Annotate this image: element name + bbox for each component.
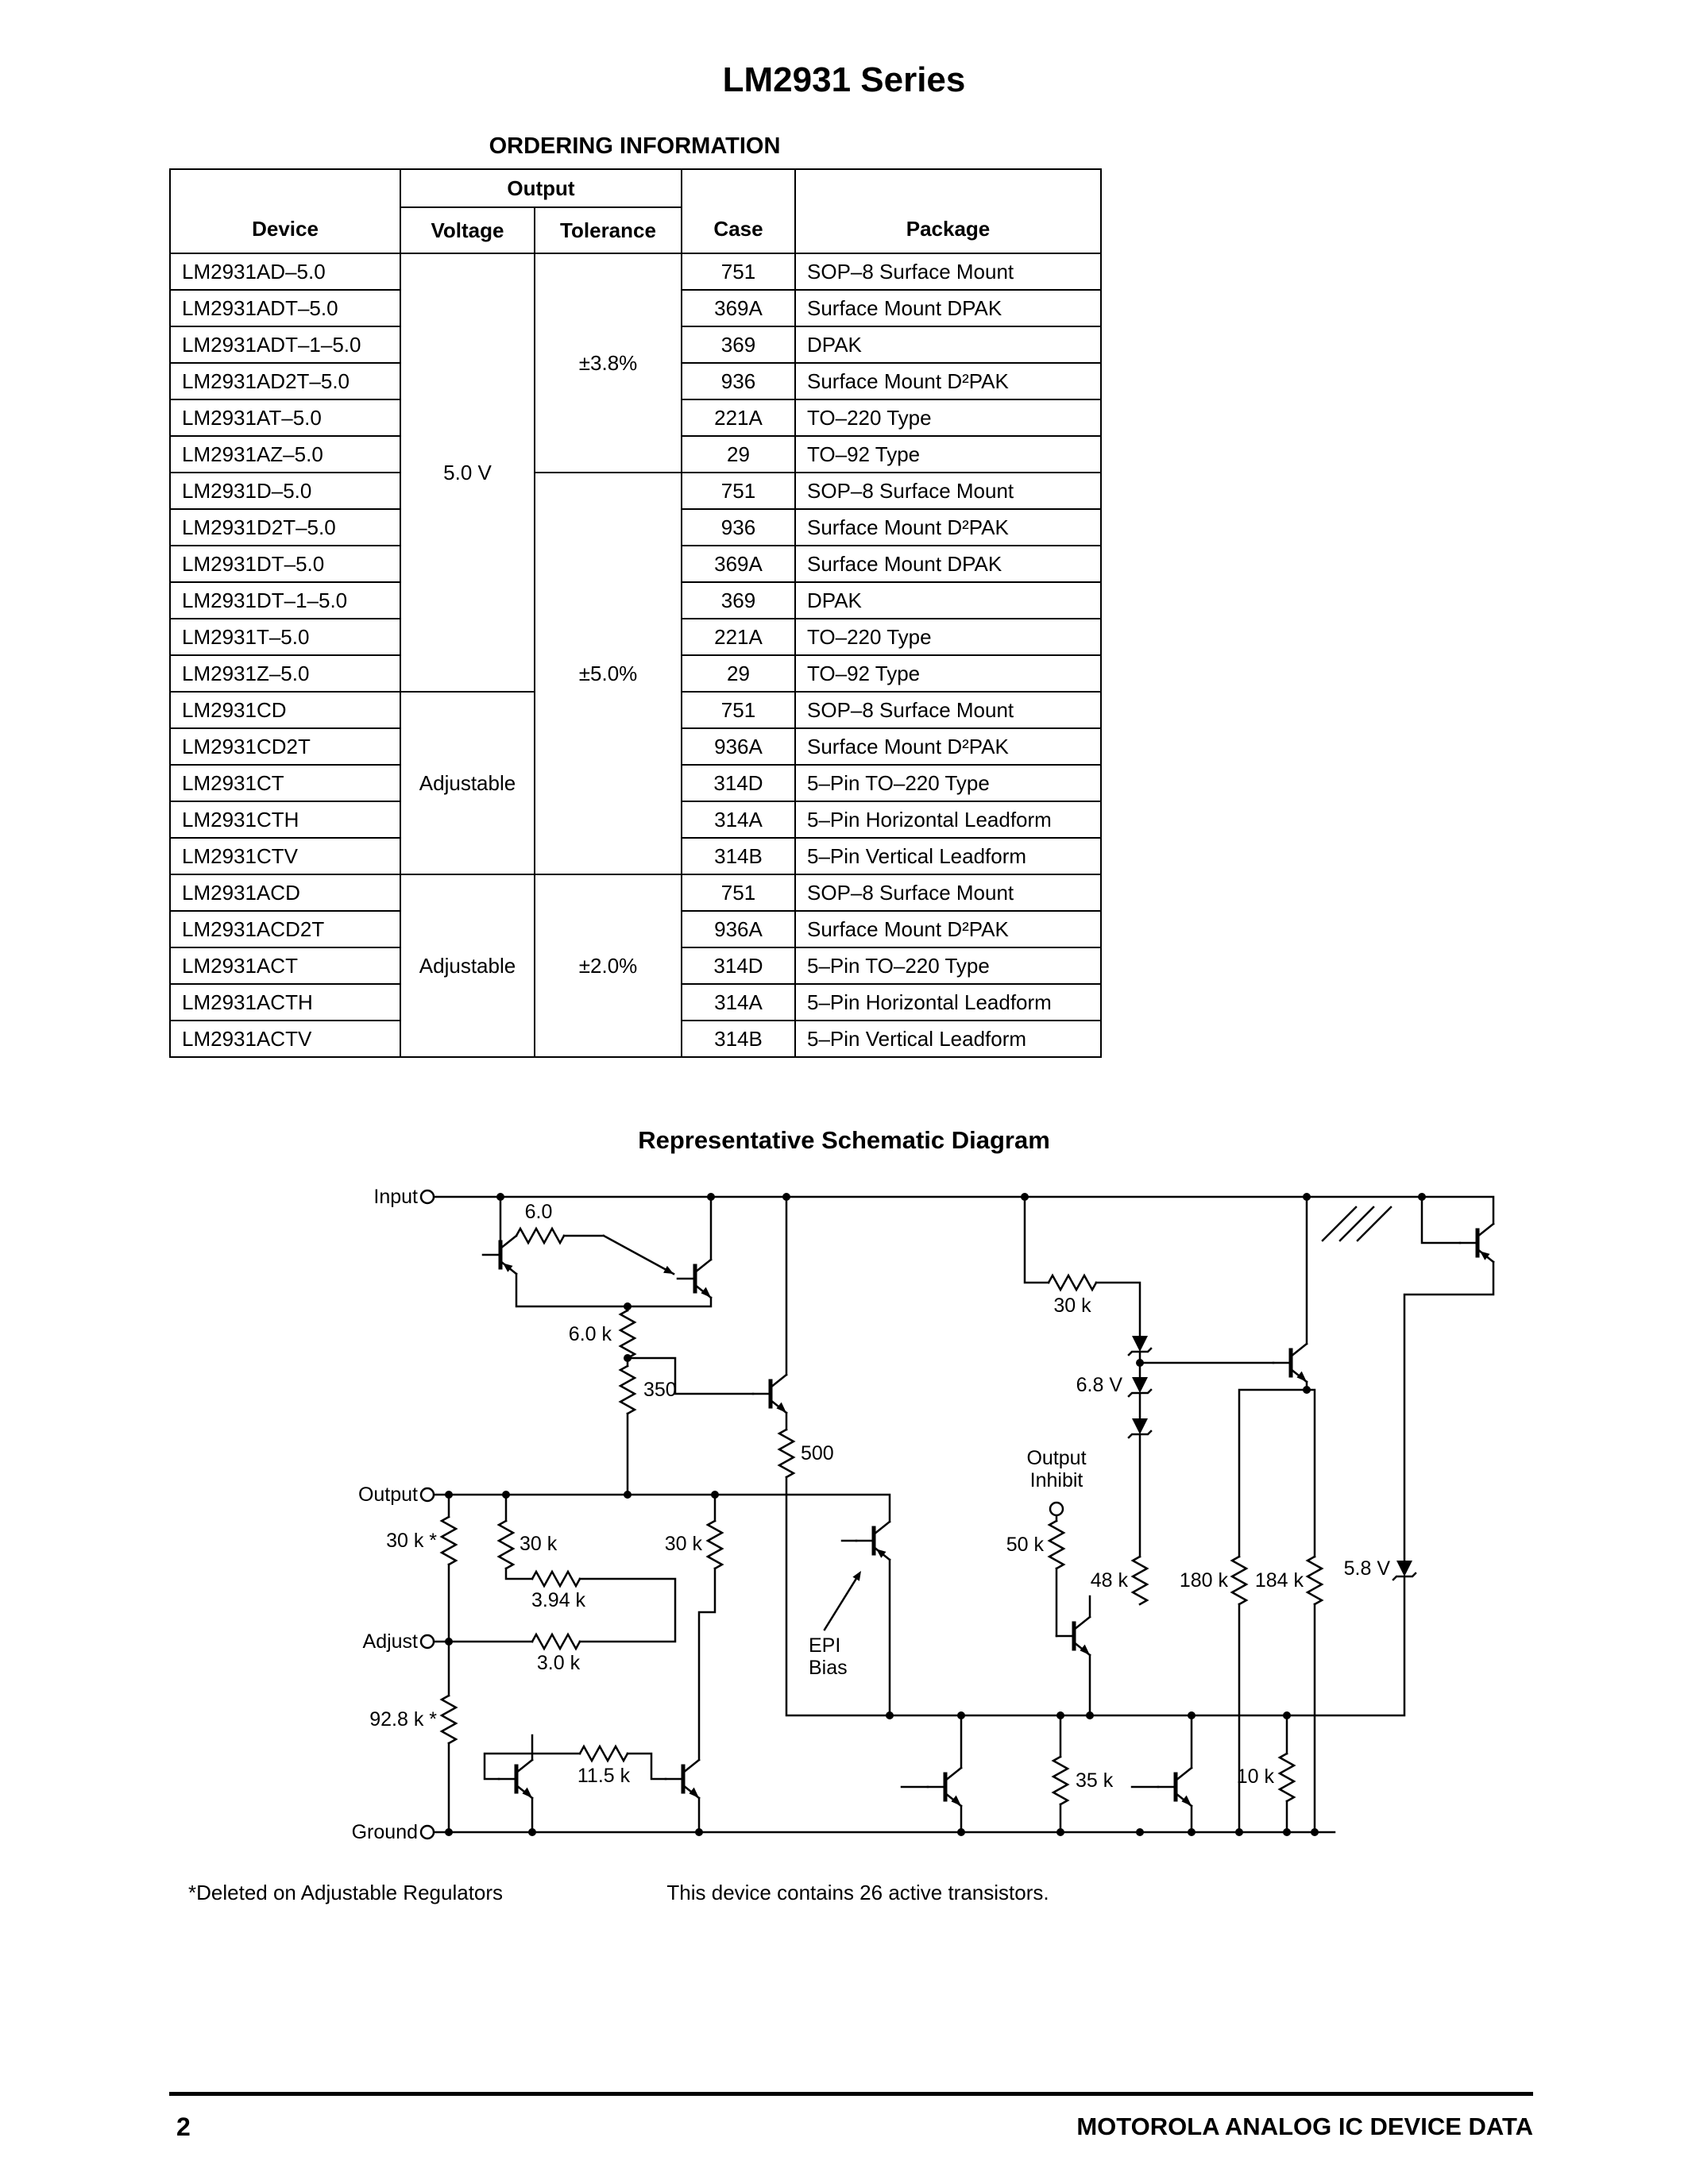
case-cell: 936 [682,509,795,546]
case-cell: 936 [682,363,795,399]
device-cell: LM2931AD2T–5.0 [170,363,400,399]
case-cell: 29 [682,436,795,473]
package-cell: TO–92 Type [795,655,1101,692]
case-cell: 314B [682,1021,795,1057]
junction-dots [445,1193,1426,1836]
transistor-right-npn [1273,1344,1307,1382]
footer-page-number: 2 [176,2113,191,2141]
zener-5-8v-label: 5.8 V [1343,1557,1390,1580]
zener-6-8v-2 [1129,1377,1151,1396]
device-cell: LM2931ACD2T [170,911,400,947]
resistor-35k-label: 35 k [1076,1769,1114,1792]
device-cell: LM2931ACTV [170,1021,400,1057]
resistor-6-0k [620,1310,635,1358]
footer-brand-text: MOTOROLA ANALOG IC DEVICE DATA [1076,2113,1533,2140]
device-cell: LM2931AT–5.0 [170,399,400,436]
package-cell: TO–220 Type [795,399,1101,436]
column-header-output: Output [400,169,682,207]
package-cell: Surface Mount DPAK [795,546,1101,582]
resistor-10k [1280,1754,1294,1801]
package-cell: SOP–8 Surface Mount [795,253,1101,290]
transistor-bottom-left-2 [666,1760,699,1798]
input-label: Input [373,1186,418,1208]
resistor-500 [779,1430,794,1477]
resistor-180k-label: 180 k [1179,1569,1228,1592]
resistor-3-94k-label: 3.94 k [531,1589,586,1611]
package-cell: 5–Pin Horizontal Leadform [795,984,1101,1021]
device-cell: LM2931CTH [170,801,400,838]
device-cell: LM2931CTV [170,838,400,874]
package-cell: SOP–8 Surface Mount [795,473,1101,509]
transistor-pass-pnp [1460,1224,1493,1262]
resistor-500-label: 500 [801,1442,834,1464]
table-row [170,874,1101,911]
case-cell: 369 [682,326,795,363]
ground-label: Ground [351,1821,418,1843]
transistor-inhibit-npn [1056,1617,1090,1655]
column-header-voltage: Voltage [400,207,535,253]
transistor-input-pnp [483,1236,516,1274]
package-cell: Surface Mount D²PAK [795,509,1101,546]
transistor-mid-npn [753,1375,786,1413]
resistor-30k-star-label: 30 k * [386,1530,437,1552]
resistor-35k [1053,1757,1068,1804]
package-cell: Surface Mount D²PAK [795,728,1101,765]
resistor-3-94k [532,1572,580,1586]
case-cell: 369A [682,290,795,326]
device-cell: LM2931AD–5.0 [170,253,400,290]
tolerance-span-2-0: ±2.0% [535,874,682,1057]
case-cell: 751 [682,473,795,509]
case-cell: 314A [682,801,795,838]
epi-bias-label-1: EPI [809,1634,841,1657]
resistor-30k-a-label: 30 k [520,1533,558,1555]
resistor-30k-star [442,1517,456,1565]
case-cell: 221A [682,399,795,436]
resistor-30k-a [499,1521,513,1569]
resistor-184k [1308,1557,1322,1604]
device-cell: LM2931CD [170,692,400,728]
case-cell: 751 [682,874,795,911]
resistor-30k-top [1049,1275,1096,1290]
device-cell: LM2931D–5.0 [170,473,400,509]
package-cell: 5–Pin TO–220 Type [795,947,1101,984]
device-cell: LM2931ADT–1–5.0 [170,326,400,363]
zener-6-8v-3 [1129,1418,1151,1437]
table-row [170,253,1101,290]
column-header-device: Device [170,169,400,253]
package-cell: DPAK [795,326,1101,363]
output-inhibit-label-2: Inhibit [1029,1469,1083,1491]
transistor-bottom-left-1 [499,1760,532,1798]
case-cell: 369A [682,546,795,582]
resistor-11-5k [580,1746,628,1761]
schematic-heading: Representative Schematic Diagram [638,1126,1050,1154]
adjust-label: Adjust [362,1630,418,1653]
device-cell: LM2931CT [170,765,400,801]
device-cell: LM2931ADT–5.0 [170,290,400,326]
device-cell: LM2931DT–1–5.0 [170,582,400,619]
resistor-6-0-label: 6.0 [524,1201,553,1223]
device-cell: LM2931ACTH [170,984,400,1021]
package-cell: 5–Pin Vertical Leadform [795,838,1101,874]
resistor-11-5k-label: 11.5 k [577,1765,631,1787]
voltage-span-adjustable-c: Adjustable [400,692,535,874]
package-cell: Surface Mount DPAK [795,290,1101,326]
transistor-count-note: This device contains 26 active transistors. [666,1881,1049,1904]
epi-bias-label-2: Bias [809,1657,848,1679]
resistor-92-8k-star [442,1696,456,1743]
transistors [483,1224,1493,1806]
package-cell: TO–220 Type [795,619,1101,655]
output-terminal [421,1488,434,1501]
resistor-92-8k-star-label: 92.8 k * [369,1708,437,1731]
zener-6-8v-label: 6.8 V [1076,1374,1122,1396]
column-header-tolerance: Tolerance [535,207,682,253]
ordering-information-heading: ORDERING INFORMATION [489,133,781,159]
device-cell: LM2931ACT [170,947,400,984]
case-cell: 936A [682,728,795,765]
output-label: Output [357,1484,418,1506]
table-row [170,473,1101,509]
device-cell: LM2931AZ–5.0 [170,436,400,473]
transistor-bias-npn [678,1260,711,1298]
package-cell: SOP–8 Surface Mount [795,692,1101,728]
package-cell: 5–Pin Vertical Leadform [795,1021,1101,1057]
resistor-350-label: 350 [643,1379,677,1401]
device-cell: LM2931DT–5.0 [170,546,400,582]
case-cell: 221A [682,619,795,655]
ground-terminal [421,1826,434,1839]
footer-rule [169,2092,1533,2096]
resistor-30k-b-label: 30 k [664,1533,702,1555]
package-cell: SOP–8 Surface Mount [795,874,1101,911]
device-cell: LM2931Z–5.0 [170,655,400,692]
schematic-footnote: *Deleted on Adjustable Regulators [188,1881,504,1904]
tolerance-span-3-8: ±3.8% [535,253,682,473]
zener-diodes [1129,1336,1416,1580]
transistor-bottom-right [1158,1768,1192,1806]
package-cell: 5–Pin TO–220 Type [795,765,1101,801]
schematic-wires [434,1197,1493,1832]
device-cell: LM2931T–5.0 [170,619,400,655]
case-cell: 936A [682,911,795,947]
output-inhibit-label-1: Output [1026,1447,1087,1469]
output-inhibit-terminal [1050,1503,1063,1515]
transistor-epi-pnp [856,1522,890,1560]
device-cell: LM2931D2T–5.0 [170,509,400,546]
transistor-bottom-mid [928,1768,961,1806]
voltage-span-5v: 5.0 V [400,253,535,692]
package-cell: TO–92 Type [795,436,1101,473]
schematic-diagram [334,1167,1525,1866]
voltage-span-adjustable-ac: Adjustable [400,874,535,1057]
resistor-10k-label: 10 k [1236,1765,1274,1788]
resistor-6-0 [516,1229,564,1243]
zener-5-8v [1393,1561,1416,1580]
resistor-184k-label: 184 k [1254,1569,1304,1592]
case-cell: 751 [682,692,795,728]
case-cell: 369 [682,582,795,619]
device-cell: LM2931ACD [170,874,400,911]
resistor-3-0k [532,1634,580,1649]
case-cell: 751 [682,253,795,290]
column-header-package: Package [795,169,1101,253]
page-title: LM2931 Series [722,60,966,99]
device-cell: LM2931CD2T [170,728,400,765]
package-cell: Surface Mount D²PAK [795,911,1101,947]
resistor-48k-label: 48 k [1090,1569,1128,1592]
package-cell: 5–Pin Horizontal Leadform [795,801,1101,838]
case-cell: 29 [682,655,795,692]
tolerance-span-5-0: ±5.0% [535,473,682,874]
resistor-30k-b [708,1521,722,1569]
resistor-6-0k-label: 6.0 k [568,1323,612,1345]
package-cell: DPAK [795,582,1101,619]
adjust-terminal [421,1635,434,1648]
resistor-30k-top-label: 30 k [1053,1295,1091,1317]
zener-6-8v-1 [1129,1336,1151,1355]
resistor-180k [1232,1557,1246,1604]
case-cell: 314A [682,984,795,1021]
resistor-350 [620,1366,635,1414]
resistor-3-0k-label: 3.0 k [536,1652,581,1674]
case-cell: 314D [682,765,795,801]
resistor-50k-label: 50 k [1006,1534,1044,1556]
ordering-information-table [169,168,1102,1058]
schematic-labels [352,1186,1391,1843]
input-terminal [421,1190,434,1203]
column-header-case: Case [682,169,795,253]
resistor-48k [1133,1557,1147,1604]
case-cell: 314D [682,947,795,984]
resistor-50k [1049,1521,1064,1569]
case-cell: 314B [682,838,795,874]
package-cell: Surface Mount D²PAK [795,363,1101,399]
